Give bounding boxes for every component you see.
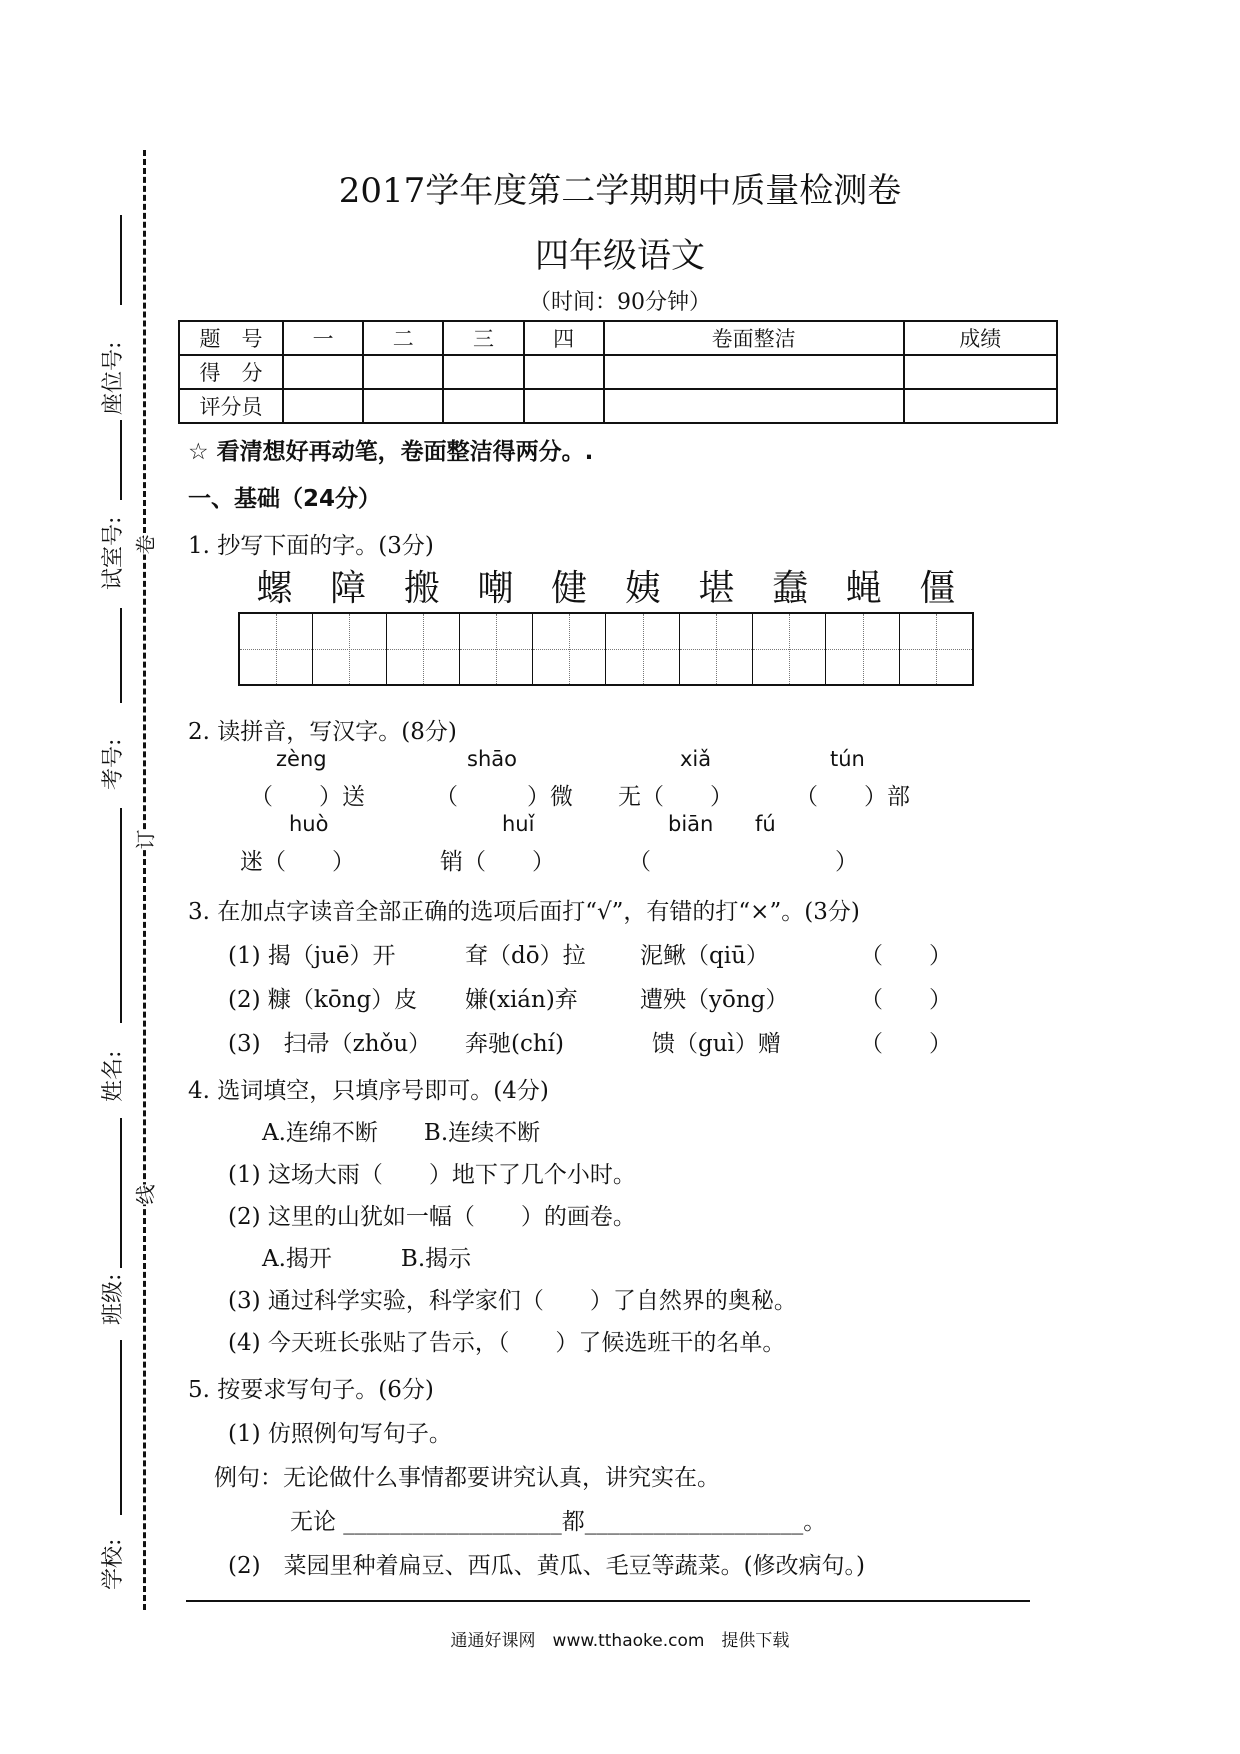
exam-number-label: 考号: [101, 738, 126, 790]
class-label: 班级: [101, 1273, 126, 1325]
copy-char: 健 [551, 568, 588, 609]
q4-options-2: A.揭开 B.揭示 [262, 1246, 472, 1272]
q4-sentence: (4) 今天班长张贴了告示，（ ）了候选班干的名单。 [228, 1330, 786, 1356]
score-cell[interactable] [524, 389, 604, 423]
pinyin: huǐ [502, 812, 535, 836]
grid-cell[interactable] [313, 614, 386, 684]
notice-text: ☆ 看清想好再动笔，卷面整洁得两分。. [188, 439, 594, 465]
q3-item-a: (2) 糠（kōng）皮 [228, 987, 418, 1013]
field-line [120, 608, 122, 703]
copy-char: 障 [330, 568, 367, 609]
seat-number-label: 座位号: [101, 341, 126, 415]
exam-title: 2017学年度第二学期期中质量检测卷 [338, 171, 902, 211]
q4-prompt: 4. 选词填空，只填序号即可。(4分) [188, 1078, 549, 1104]
table-row [179, 355, 1057, 389]
row-label: 评分员 [179, 389, 283, 423]
q4-sentence: (1) 这场大雨（ ）地下了几个小时。 [228, 1162, 636, 1188]
score-cell[interactable] [604, 355, 904, 389]
q3-item-c: 遭殃（yōng） [640, 987, 789, 1013]
q3-prompt: 3. 在加点字读音全部正确的选项后面打“√”，有错的打“×”。(3分) [188, 899, 860, 925]
q4-options-1: A.连绵不断 B.连续不断 [262, 1120, 541, 1146]
table-header-row [179, 321, 1057, 355]
field-line [120, 1340, 122, 1515]
table-header-cell: 成绩 [904, 321, 1057, 355]
field-line [120, 808, 122, 1023]
binding-mark-xian: 线 [130, 1185, 159, 1205]
q1-prompt: 1. 抄写下面的字。(3分) [188, 533, 434, 559]
subject-title: 四年级语文 [535, 236, 705, 276]
pinyin-answer-blank[interactable]: （ ）送 [250, 784, 365, 810]
copy-char: 蝇 [845, 568, 882, 609]
score-cell[interactable] [283, 355, 363, 389]
pinyin: tún [830, 747, 865, 771]
q5-fill-line[interactable]: 无论 ___________________都___________________。 [290, 1509, 827, 1535]
score-cell[interactable] [604, 389, 904, 423]
score-cell[interactable] [443, 355, 523, 389]
copy-char: 蠢 [772, 568, 809, 609]
room-number-label: 试室号: [101, 516, 126, 590]
pinyin-answer-blank[interactable]: （ ） [628, 849, 858, 875]
table-header-cell: 四 [524, 321, 604, 355]
q3-answer-blank[interactable]: （ ） [860, 943, 952, 969]
row-label: 得 分 [179, 355, 283, 389]
field-line [120, 1118, 122, 1268]
grid-cell[interactable] [753, 614, 826, 684]
footer-text: 通通好课网 www.tthaoke.com 提供下载 [450, 1631, 790, 1651]
q3-item-b: 嫌(xián)弃 [465, 987, 578, 1013]
writing-grid[interactable] [238, 612, 974, 686]
score-cell[interactable] [363, 355, 443, 389]
table-header-cell: 一 [283, 321, 363, 355]
q3-item-a: (3) 扫帚（zhǒu） [228, 1031, 432, 1057]
q3-item-c: 泥鳅（qiū） [640, 943, 769, 969]
q4-sentence: (2) 这里的山犹如一幅（ ）的画卷。 [228, 1204, 636, 1230]
section-heading: 一、基础（24分） [188, 486, 382, 512]
q5-example: 例句：无论做什么事情都要讲究认真，讲究实在。 [214, 1465, 720, 1491]
pinyin-answer-blank[interactable]: 无（ ） [618, 784, 733, 810]
score-cell[interactable] [904, 389, 1057, 423]
copy-char: 嘲 [477, 568, 514, 609]
copy-characters [238, 560, 974, 611]
q4-sentence: (3) 通过科学实验，科学家们（ ）了自然界的奥秘。 [228, 1288, 797, 1314]
score-table [178, 320, 1058, 424]
q3-item-a: (1) 揭（juē）开 [228, 943, 396, 969]
name-label: 姓名: [101, 1050, 126, 1102]
table-header-cell: 二 [363, 321, 443, 355]
pinyin-answer-blank[interactable]: （ ）微 [435, 784, 573, 810]
grid-cell[interactable] [826, 614, 899, 684]
score-cell[interactable] [283, 389, 363, 423]
table-header-cell: 卷面整洁 [604, 321, 904, 355]
grid-cell[interactable] [900, 614, 972, 684]
binding-mark-ding: 订 [130, 830, 159, 850]
score-cell[interactable] [443, 389, 523, 423]
pinyin: shāo [467, 747, 517, 771]
table-row [179, 389, 1057, 423]
q3-answer-blank[interactable]: （ ） [860, 987, 952, 1013]
grid-cell[interactable] [240, 614, 313, 684]
copy-char: 僵 [919, 568, 956, 609]
grid-cell[interactable] [387, 614, 460, 684]
time-limit: （时间：90分钟） [529, 290, 711, 315]
pinyin-answer-blank[interactable]: 迷（ ） [240, 849, 355, 875]
grid-cell[interactable] [606, 614, 679, 684]
grid-cell[interactable] [533, 614, 606, 684]
binding-dashed-line [143, 150, 146, 1610]
score-cell[interactable] [524, 355, 604, 389]
pinyin: fú [755, 812, 776, 836]
pinyin: xiǎ [680, 747, 712, 771]
grid-cell[interactable] [460, 614, 533, 684]
pinyin: huò [289, 812, 329, 836]
binding-mark-juan: 卷 [130, 535, 159, 555]
table-header-cell: 题 号 [179, 321, 283, 355]
q3-item-c: 馈（guì）赠 [652, 1031, 781, 1057]
q3-item-b: 耷（dō）拉 [465, 943, 586, 969]
copy-char: 堪 [698, 568, 735, 609]
q5-sub2: (2) 菜园里种着扁豆、西瓜、黄瓜、毛豆等蔬菜。(修改病句。) [228, 1553, 866, 1579]
q3-item-b: 奔驰(chí) [465, 1031, 564, 1057]
q5-prompt: 5. 按要求写句子。(6分) [188, 1377, 434, 1403]
pinyin: zèng [276, 747, 327, 771]
pinyin: biān [668, 812, 714, 836]
copy-char: 搬 [403, 568, 440, 609]
q5-sub1: (1) 仿照例句写句子。 [228, 1421, 452, 1447]
q3-answer-blank[interactable]: （ ） [860, 1031, 952, 1057]
score-cell[interactable] [363, 389, 443, 423]
footer-rule [186, 1600, 1030, 1602]
grid-cell[interactable] [680, 614, 753, 684]
school-label: 学校: [101, 1538, 126, 1590]
copy-char: 螺 [256, 568, 293, 609]
score-cell[interactable] [904, 355, 1057, 389]
pinyin-answer-blank[interactable]: （ ）部 [795, 784, 910, 810]
table-header-cell: 三 [443, 321, 523, 355]
pinyin-answer-blank[interactable]: 销（ ） [440, 849, 555, 875]
q2-prompt: 2. 读拼音，写汉字。(8分) [188, 719, 457, 745]
copy-char: 姨 [624, 568, 661, 609]
field-line [120, 420, 122, 500]
